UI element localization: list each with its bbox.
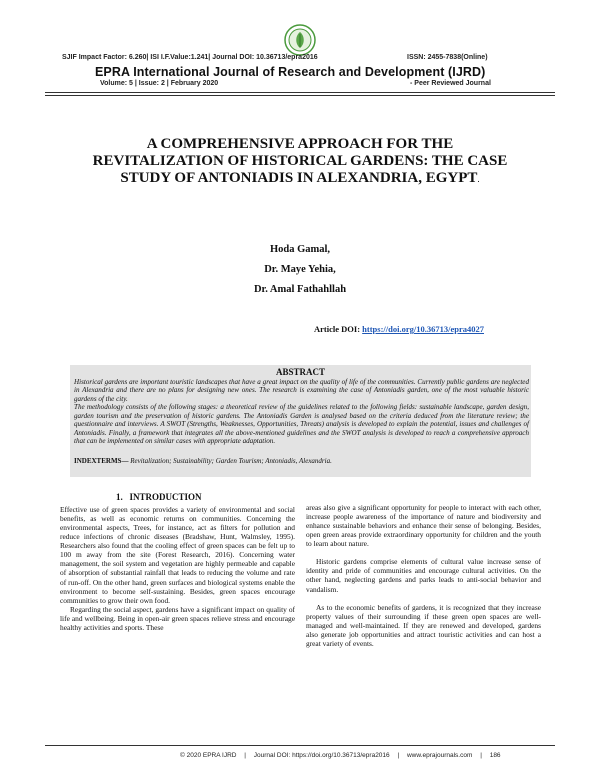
peer-reviewed-text: - Peer Reviewed Journal <box>410 80 491 87</box>
author-3: Dr. Amal Fathahllah <box>253 284 347 295</box>
abstract-paragraph: The methodology consists of the following stages: a theoretical review of the guidelines related to the following fields: sustainable landscape, garden design, garden tourism and the preservation of historic gardens. The Antoniadis Garden is analysed based on the criteria deduced from the literature review; the questionnaire and interviews. A SWOT (Strengths, Weaknesses, Opportunities, Threats) analysis is developed to explain the potential, issues and challenges of Antoniadis. Finally, a framework that integrates all the above-mentioned guidelines and the SWOT analysis is developed to reach a comprehensive approach that can be implemented on similar cases with appropriate adaptation. <box>74 403 529 446</box>
doi-link[interactable]: https://doi.org/10.36713/epra4027 <box>362 324 484 334</box>
abstract-body <box>74 378 529 446</box>
impact-factor-text: SJIF Impact Factor: 6.260| ISI I.F.Value:1.241| Journal DOI: 10.36713/epra2016 <box>62 54 318 61</box>
issn-text: ISSN: 2455-7838(Online) <box>407 54 488 61</box>
author-1: Hoda Gamal, <box>269 244 331 255</box>
page-footer <box>180 752 560 759</box>
page-number: 186 <box>489 752 501 759</box>
footer-separator: | <box>244 752 246 759</box>
section-heading <box>116 492 202 502</box>
footer-separator: | <box>480 752 482 759</box>
footer-website[interactable]: www.eprajournals.com <box>406 752 473 759</box>
article-doi <box>314 324 484 334</box>
paragraph: areas also give a significant opportunity for people to interact with each other, increase people awareness of the importance of nature and biodiversity and enhance sustainable behaviors and enhance their sense of belonging. Besides, open green areas provide extraordinary opportunity for children and the youth to learn about nature. <box>306 503 541 549</box>
section-title: INTRODUCTION <box>129 492 202 502</box>
author-2: Dr. Maye Yehia, <box>264 264 336 275</box>
paragraph: Effective use of green spaces provides a variety of environmental and social benefits, as well as economic returns on communities. Concerning the environmental aspects, Trees, for instance, act as filters for pollution and reduce infections of chronic diseases (Bradshaw, Hunt, Walmsley, 1995). Researchers also found that the cooling effect of green spaces can be felt up to 100 m away from the site (Forest Research, 2016). Concerning water management, the soil system and vegetation are highly permeable and capable of absorption of substantial rainfall that leads to reducing the volume and rate of run-off. On the other hand, green surfaces and biological systems enable the environment to become self-sustaining. Besides, green spaces encourage communities to grow their own food. <box>60 505 295 605</box>
footer-journal-doi: Journal DOI: https://doi.org/10.36713/epra2016 <box>253 752 390 759</box>
footer-separator: | <box>397 752 400 759</box>
header-rule-thin <box>45 95 555 96</box>
paragraph: As to the economic benefits of gardens, it is recognized that they increase property values of their surrounding if these green open spaces are well-managed and well-maintained. If they are renewed and developed, gardens also generate job opportunities and attract touristic activities and can host a great variety of events. <box>306 602 541 648</box>
paragraph: Regarding the social aspect, gardens have a significant impact on quality of life and wellbeing. Being in open-air green spaces relieve stress and encourage healthy activities and sports. These <box>60 604 295 632</box>
abstract-heading: ABSTRACT <box>275 367 325 377</box>
abstract-paragraph: Historical gardens are important touristic landscapes that have a great impact on the quality of life of the communities. Currently public gardens are neglected in Alexandria and there are no plans for designing new ones. The research is examining the case of Antoniadis garden, one of the most valuable historic gardens of the city. <box>74 378 529 403</box>
right-column <box>306 503 541 648</box>
doi-label: Article DOI: <box>314 324 361 334</box>
volume-text: Volume: 5 | Issue: 2 | February 2020 <box>100 80 219 87</box>
paper-title <box>80 136 520 188</box>
paragraph: Historic gardens comprise elements of cultural value increase sense of identity and pride of communities and encourage cultural activities. On the other hand, neglecting gardens and parks leads to anti-social behavior and vandalism. <box>306 557 541 594</box>
header-rule <box>45 92 555 93</box>
index-terms-label: INDEXTERMS— <box>74 457 129 465</box>
paper-title-text: A COMPREHENSIVE APPROACH FOR THE REVITALIZATION OF HISTORICAL GARDENS: THE CASE STUDY OF ANTONIADIS IN ALEXANDRIA, EGYPT <box>92 136 508 186</box>
left-column <box>60 505 295 632</box>
journal-logo-icon <box>284 24 316 56</box>
section-number: 1. <box>116 492 123 502</box>
index-terms-text: Revitalization; Sustainability; Garden Tourism; Antoniadis, Alexandria. <box>130 457 332 465</box>
journal-title: EPRA International Journal of Research and Development (IJRD) <box>95 65 486 79</box>
footer-copyright: © 2020 EPRA IJRD <box>180 752 237 759</box>
footer-rule <box>45 745 555 746</box>
paper-title-dot: . <box>477 174 480 184</box>
index-terms <box>74 457 529 465</box>
